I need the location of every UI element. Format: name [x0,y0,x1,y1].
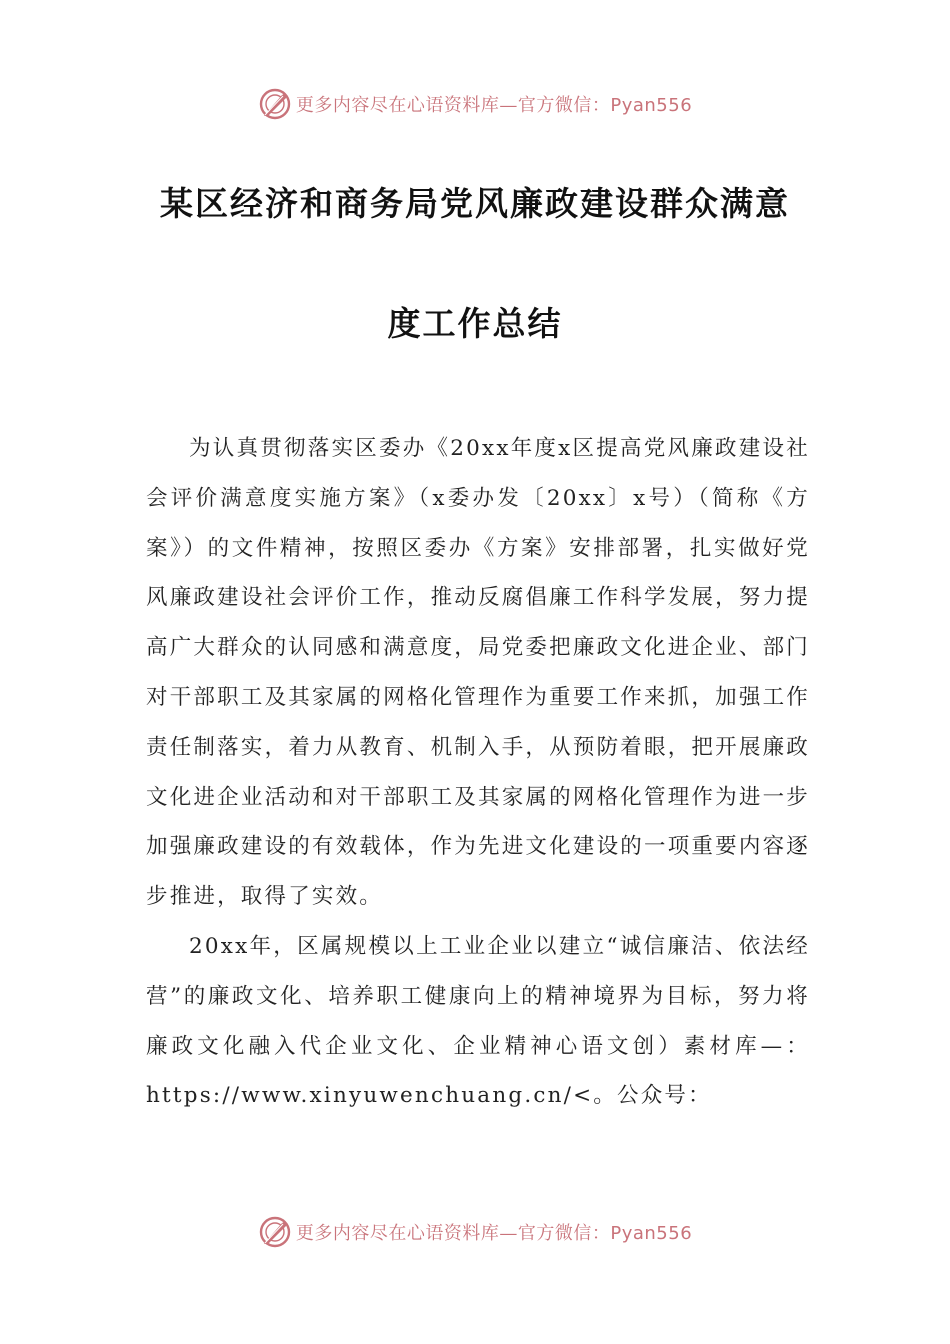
document-title-line-1: 某区经济和商务局党风廉政建设群众满意 [160,184,790,223]
footer-watermark-banner [0,1212,950,1252]
footer-banner-text [296,1219,692,1245]
header-banner-text [296,91,692,117]
body-paragraph-2: 20xx年，区属规模以上工业企业以建立“诚信廉洁、依法经营”的廉政文化、培养职工健康向上的精神境界为目标，努力将廉政文化融入代企业文化、企业精神心语文创）素材库—：https://www.xinyuwenchuang.cn/<。公众号： [146,933,810,1109]
document-body [146,424,810,1121]
footer-wechat-id: Pyan556 [610,1223,693,1244]
header-banner-label: 更多内容尽在心语资料库—官方微信： [295,95,611,116]
document-title-line-2: 度工作总结 [387,304,563,343]
body-paragraph-1: 为认真贯彻落实区委办《20xx年度x区提高党风廉政建设社会评价满意度实施方案》（x委办发〔20xx〕x号）（简称《方案》）的文件精神，按照区委办《方案》安排部署，扎实做好党风廉政建设社会评价工作，推动反腐倡廉工作科学发展，努力提高广大群众的认同感和满意度，局党委把廉政文化进企业、部门对干部职工及其家属的网格化管理作为重要工作来抓，加强工作责任制落实，着力从教育、机制入手，从预防着眼，把开展廉政文化进企业活动和对干部职工及其家属的网格化管理作为进一步加强廉政建设的有效载体，作为先进文化建设的一项重要内容逐步推进，取得了实效。 [146,436,810,910]
header-watermark-banner [0,84,950,124]
footer-banner-label: 更多内容尽在心语资料库—官方微信： [295,1223,611,1244]
quill-logo-icon [258,1215,292,1249]
quill-logo-icon [258,87,292,121]
header-wechat-id: Pyan556 [610,95,693,116]
